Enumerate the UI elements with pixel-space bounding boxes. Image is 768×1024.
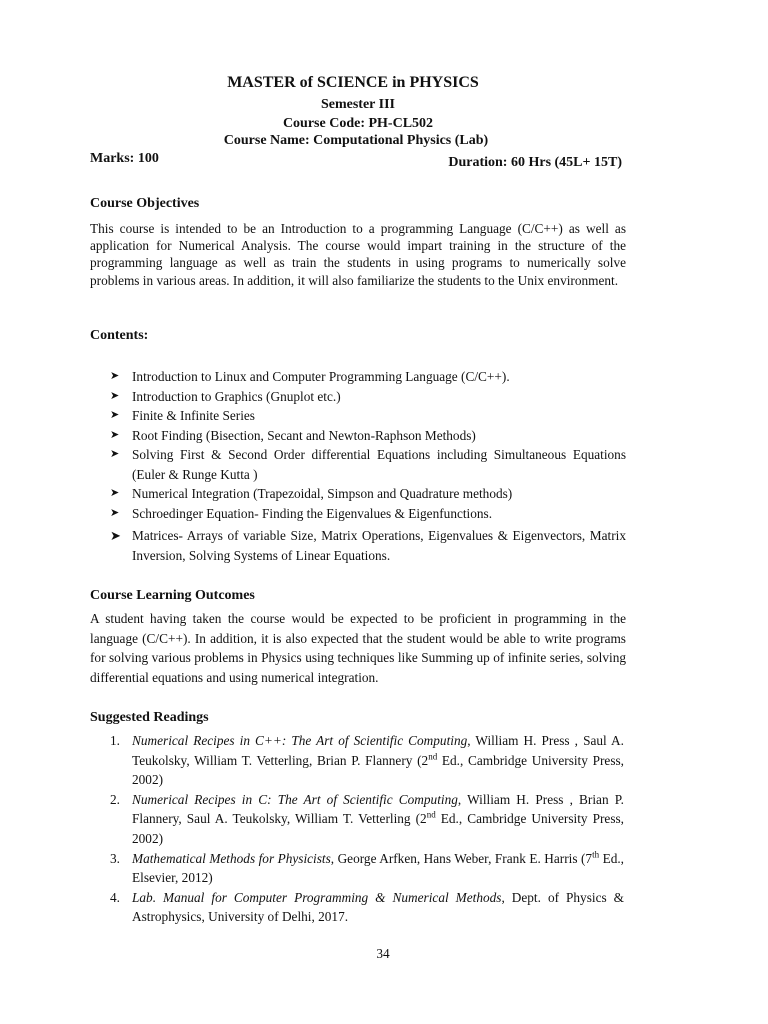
list-item: ➤ Matrices- Arrays of variable Size, Matrix Operations, Eigenvalues & Eigenvectors, Matrix Inversion, Solving Systems of Linear Equations. (110, 528, 626, 563)
outcomes-text: A student having taken the course would be expected to be proficient in programming in the language (C/C++). In addition, it is also expected that the student would be able to write programs for solving various problems in Physics using techniques like Summing up of infinite series, solving differential equations and using numerical integration. (90, 611, 626, 685)
contents-heading: Contents: (90, 328, 149, 343)
arrow-bullet-icon: ➤ (110, 389, 120, 402)
arrow-bullet-icon: ➤ (110, 487, 120, 499)
list-item: ➤ Numerical Integration (Trapezoidal, Simpson and Quadrature methods) (110, 484, 626, 504)
program-title: MASTER of SCIENCE in PHYSICS (227, 74, 479, 91)
arrow-bullet-icon: ➤ (110, 409, 120, 421)
course-name: Course Name: Computational Physics (Lab) (223, 133, 489, 148)
list-item: 3. Mathematical Methods for Physicists, George Arfken, Hans Weber, Frank E. Harris (7th Ed., Elsevier, 2012) (110, 849, 624, 886)
duration: Duration: 60 Hrs (45L+ 15T) (448, 155, 622, 170)
list-item: 4. Lab. Manual for Computer Programming & Numerical Methods, Dept. of Physics & Astrophysics, University of Delhi, 2017. (110, 889, 624, 925)
semester: Semester III (320, 97, 395, 112)
book-title: Numerical Recipes in C: The Art of Scientific Computing (132, 791, 458, 807)
list-item: ➤ Root Finding (Bisection, Secant and Newton-Raphson Methods) (110, 426, 626, 446)
arrow-bullet-icon: ➤ (110, 528, 121, 543)
objectives-text: This course is intended to be an Introduction to a programming Language (C/C++) as well as application for Numerical Analysis. The course would impart training in the structure of the programming language as well as train the students in using programs to numerically solve problems in various areas. In addition, it will also familiarize the students to the Unix environment. (90, 221, 626, 288)
contents-list (110, 367, 626, 565)
arrow-bullet-icon: ➤ (110, 370, 120, 382)
page-number: 34 (376, 946, 390, 961)
objectives-heading: Course Objectives (90, 196, 200, 211)
list-item: 2. Numerical Recipes in C: The Art of Scientific Computing, William H. Press , Brian P. Flannery, Saul A. Teukolsky, William T. Vetterling (2nd Ed., Cambridge University Press, 2002) (110, 791, 624, 846)
list-item: ➤ Schroedinger Equation- Finding the Eigenvalues & Eigenfunctions. (110, 504, 626, 524)
course-code: Course Code: PH-CL502 (282, 116, 434, 131)
book-title: Numerical Recipes in C++: The Art of Scientific Computing (132, 733, 468, 748)
arrow-bullet-icon: ➤ (110, 448, 120, 460)
arrow-bullet-icon: ➤ (110, 428, 120, 441)
marks: Marks: 100 (90, 151, 159, 166)
list-item: ➤ Finite & Infinite Series (110, 406, 626, 426)
outcomes-heading: Course Learning Outcomes (90, 588, 255, 603)
list-item: 1. Numerical Recipes in C++: The Art of Scientific Computing, William H. Press , Saul A. Teukolsky, William T. Vetterling, Brian P. Flannery (2nd Ed., Cambridge University Press, 2002) (110, 733, 624, 788)
readings-heading: Suggested Readings (90, 710, 209, 725)
list-item: ➤ Introduction to Graphics (Gnuplot etc.) (110, 387, 626, 407)
list-item: ➤ Solving First & Second Order differential Equations including Simultaneous Equations (Euler & Runge Kutta ) (110, 447, 626, 482)
book-title: Lab. Manual for Computer Programming & Numerical Methods (132, 889, 502, 905)
list-item: ➤ Introduction to Linux and Computer Programming Language (C/C++). (110, 367, 626, 387)
arrow-bullet-icon: ➤ (110, 506, 120, 519)
readings-list (110, 731, 624, 927)
book-title: Mathematical Methods for Physicists (132, 850, 331, 866)
